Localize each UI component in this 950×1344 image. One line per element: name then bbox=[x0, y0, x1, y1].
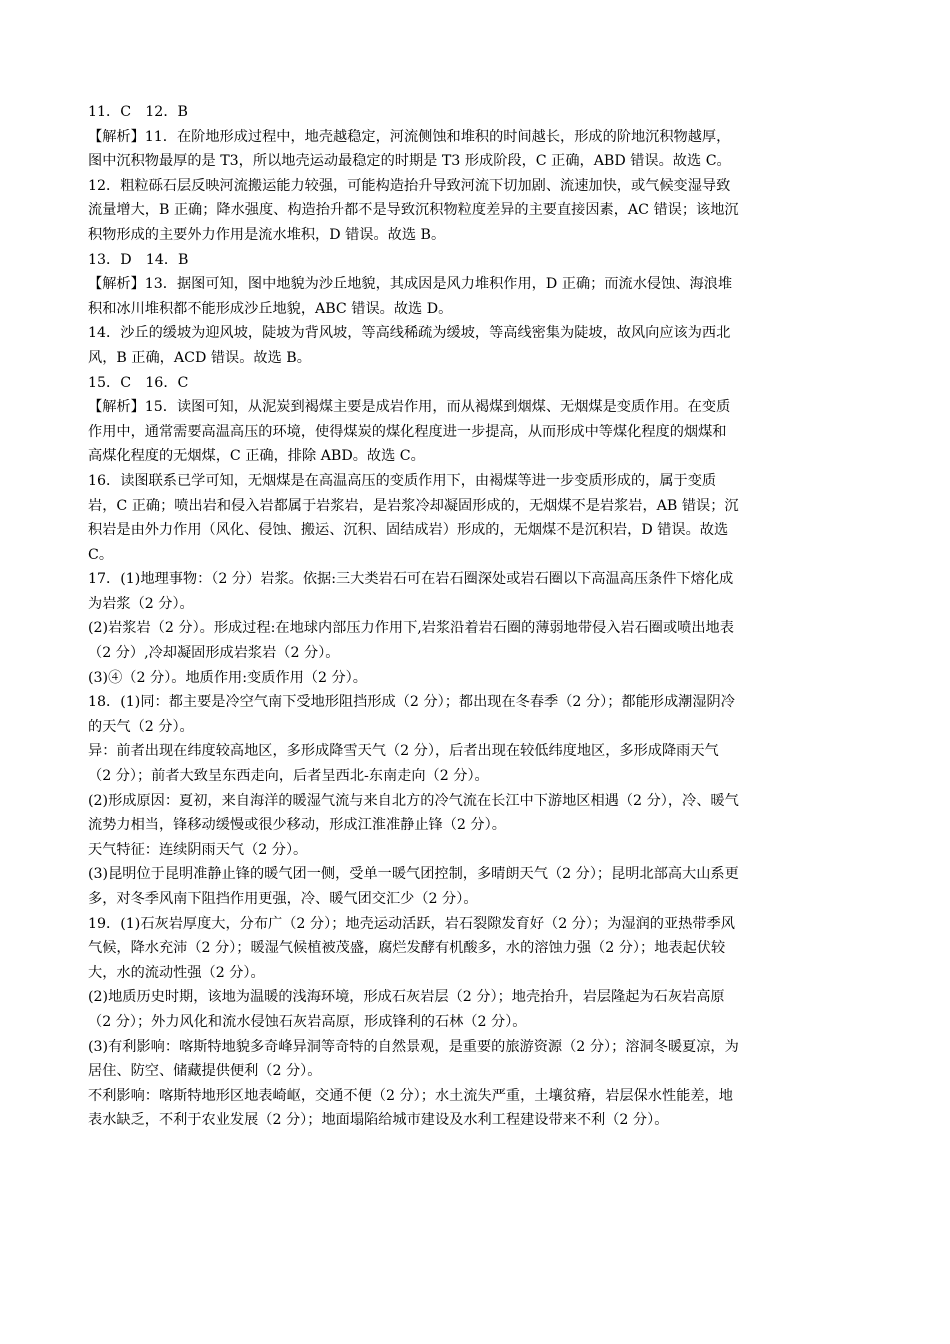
answer-line: 11．C 12．B bbox=[88, 104, 188, 120]
answer-line: 高煤化程度的无烟煤，C 正确，排除 ABD。故选 C。 bbox=[88, 448, 425, 465]
answer-line: 13．D 14．B bbox=[88, 251, 189, 268]
answer-line: 居住、防空、储藏提供便利（2 分）。 bbox=[88, 1063, 322, 1080]
answer-line: 流势力相当，锋移动缓慢或很少移动，形成江淮准静止锋（2 分）。 bbox=[88, 817, 506, 834]
answer-line: (2)形成原因：夏初，来自海洋的暖湿气流与来自北方的冷气流在长江中下游地区相遇（2 分），冷、暖气 bbox=[88, 792, 739, 809]
answer-document bbox=[88, 100, 863, 1133]
answer-line: （2 分）；前者大致呈东西走向，后者呈西北-东南走向（2 分）。 bbox=[88, 768, 489, 785]
answer-line: 15．C 16．C bbox=[88, 374, 189, 391]
answer-line: 12．粗粒砾石层反映河流搬运能力较强，可能构造抬升导致河流下切加剧、流速加快，或气候变湿导致 bbox=[88, 177, 731, 194]
answer-line: 天气特征：连续阴雨天气（2 分）。 bbox=[88, 841, 308, 858]
answer-line: 积和冰川堆积都不能形成沙丘地貌，ABC 错误。故选 D。 bbox=[88, 300, 453, 317]
answer-line: (2)地质历史时期，该地为温暖的浅海环境，形成石灰岩层（2 分）；地壳抬升，岩层隆起为石灰岩高原 bbox=[88, 989, 725, 1006]
answer-line: 19．(1)石灰岩厚度大，分布广（2 分）；地壳运动活跃，岩石裂隙发育好（2 分）；为湿润的亚热带季风 bbox=[88, 915, 735, 932]
answer-line: 【解析】11．在阶地形成过程中，地壳越稳定，河流侧蚀和堆积的时间越长，形成的阶地沉积物越厚， bbox=[88, 128, 731, 145]
answer-line: (3)有利影响：喀斯特地貌多奇峰异洞等奇特的自然景观，是重要的旅游资源（2 分）；溶洞冬暖夏凉，为 bbox=[88, 1038, 739, 1055]
answer-line: (3)昆明位于昆明准静止锋的暖气团一侧，受单一暖气团控制，多晴朗天气（2 分）；昆明北部高大山系更 bbox=[88, 866, 739, 883]
answer-line: （2 分）；外力风化和流水侵蚀石灰岩高原，形成锋利的石林（2 分）。 bbox=[88, 1013, 527, 1030]
answer-line: (3)④（2 分）。地质作用:变质作用（2 分）。 bbox=[88, 669, 367, 686]
answer-line: 16．读图联系已学可知，无烟煤是在高温高压的变质作用下，由褐煤等进一步变质形成的，属于变质 bbox=[88, 472, 717, 489]
answer-line: 气候，降水充沛（2 分）；暖湿气候植被茂盛，腐烂发酵有机酸多，水的溶蚀力强（2 分）；地表起伏较 bbox=[88, 940, 726, 957]
answer-line: 图中沉积物最厚的是 T3，所以地壳运动最稳定的时期是 T3 形成阶段，C 正确，ABD 错误。故选 C。 bbox=[88, 153, 731, 170]
answer-line: 14．沙丘的缓坡为迎风坡，陡坡为背风坡，等高线稀疏为缓坡，等高线密集为陡坡，故风向应该为西北 bbox=[88, 325, 731, 342]
answer-line: （2 分）,冷却凝固形成岩浆岩（2 分）。 bbox=[88, 645, 340, 662]
answer-line: 【解析】15．读图可知，从泥炭到褐煤主要是成岩作用，而从褐煤到烟煤、无烟煤是变质作用。在变质 bbox=[88, 399, 731, 416]
answer-line: 岩，C 正确；喷出岩和侵入岩都属于岩浆岩，是岩浆冷却凝固形成的，无烟煤不是岩浆岩，AB 错误；沉 bbox=[88, 497, 739, 514]
answer-line: 大，水的流动性强（2 分）。 bbox=[88, 964, 265, 981]
answer-line: 作用中，通常需要高温高压的环境，使得煤炭的煤化程度进一步提高，从而形成中等煤化程度的烟煤和 bbox=[88, 423, 727, 440]
answer-line: 风，B 正确，ACD 错误。故选 B。 bbox=[88, 349, 311, 366]
answer-line: 【解析】13．据图可知，图中地貌为沙丘地貌，其成因是风力堆积作用，D 正确；而流水侵蚀、海浪堆 bbox=[88, 276, 733, 293]
answer-line: 流量增大，B 正确；降水强度、构造抬升都不是导致沉积物粒度差异的主要直接因素，AC 错误；该地沉 bbox=[88, 202, 739, 219]
answer-line: 积物形成的主要外力作用是流水堆积，D 错误。故选 B。 bbox=[88, 226, 446, 243]
answer-line: 不利影响：喀斯特地形区地表崎岖，交通不便（2 分）；水土流失严重，土壤贫瘠，岩层保水性能差，地 bbox=[88, 1087, 733, 1104]
answer-line: 异：前者出现在纬度较高地区，多形成降雪天气（2 分），后者出现在较低纬度地区，多形成降雨天气 bbox=[88, 743, 719, 760]
answer-line: (2)岩浆岩（2 分）。形成过程:在地球内部压力作用下,岩浆沿着岩石圈的薄弱地带侵入岩石圈或喷出地表 bbox=[88, 620, 734, 637]
answer-line: 为岩浆（2 分）。 bbox=[88, 595, 194, 612]
answer-line: 表水缺乏，不利于农业发展（2 分）；地面塌陷给城市建设及水利工程建设带来不利（2 分）。 bbox=[88, 1112, 669, 1129]
answer-line: 17．(1)地理事物：（2 分）岩浆。依据:三大类岩石可在岩石圈深处或岩石圈以下高温高压条件下熔化成 bbox=[88, 571, 734, 588]
answer-line: C。 bbox=[88, 546, 114, 563]
answer-line: 多，对冬季风南下阻挡作用更强，冷、暖气团交汇少（2 分）。 bbox=[88, 891, 478, 907]
answer-line: 积岩是由外力作用（风化、侵蚀、搬运、沉积、固结成岩）形成的，无烟煤不是沉积岩，D 错误。故选 bbox=[88, 522, 729, 539]
answer-line: 的天气（2 分）。 bbox=[88, 718, 194, 735]
answer-line: 18．(1)同：都主要是冷空气南下受地形阻挡形成（2 分）；都出现在冬春季（2 分）；都能形成潮湿阴冷 bbox=[88, 694, 735, 711]
